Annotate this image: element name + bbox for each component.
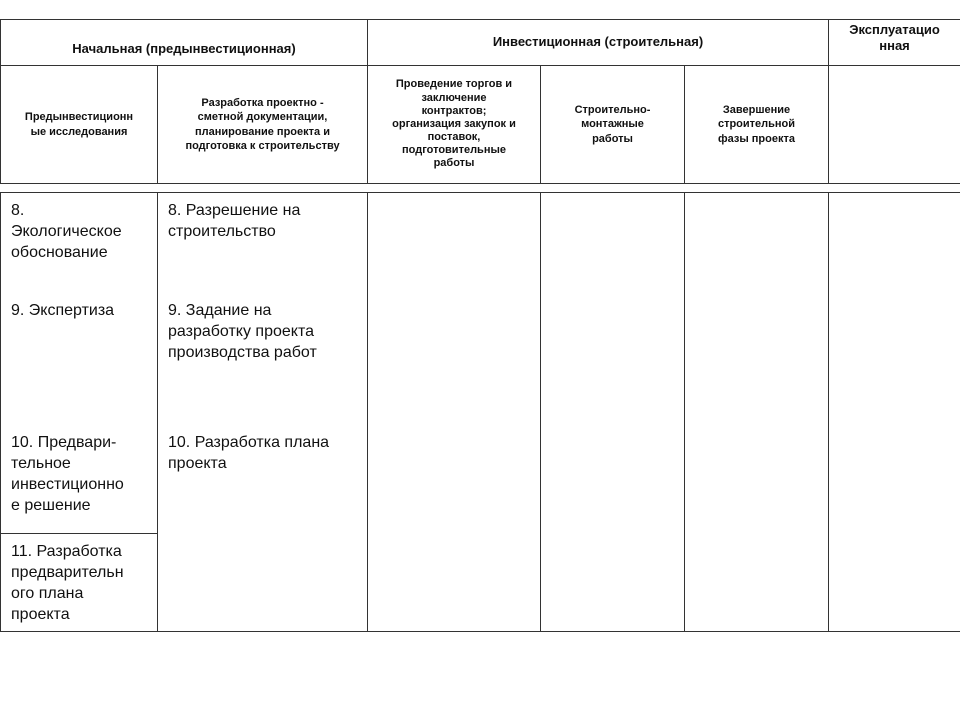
body-divider-3 bbox=[540, 192, 541, 632]
col1-item-11-line3: ого плана bbox=[11, 585, 84, 602]
col2-item-9 bbox=[168, 300, 366, 363]
col2-item-8-line1: 8. Разрешение на bbox=[168, 202, 301, 219]
stage-construction-works bbox=[541, 66, 684, 183]
body-row-divider bbox=[0, 533, 157, 534]
col2-item-9-line2: разработку проекта bbox=[168, 323, 314, 340]
col2-item-10-line2: проекта bbox=[168, 455, 227, 472]
col1-item-10-line3: инвестиционно bbox=[11, 476, 124, 493]
stage-tenders-line4: организация закупок и bbox=[392, 117, 516, 130]
col2-item-8 bbox=[168, 200, 366, 242]
body-left-border bbox=[0, 192, 1, 632]
body-divider-4 bbox=[684, 192, 685, 632]
stage-design-documentation-line4: подготовка к строительству bbox=[185, 139, 340, 152]
phase-investment-label: Инвестиционная (строительная) bbox=[492, 33, 704, 49]
col1-item-10-line4: е решение bbox=[11, 497, 91, 514]
body-bottom-border bbox=[0, 631, 960, 632]
phase-initial-header bbox=[1, 34, 367, 64]
col1-item-9-line1: 9. Экспертиза bbox=[11, 302, 115, 319]
stage-design-documentation-line2: сметной документации, bbox=[197, 111, 328, 124]
col2-item-10-line1: 10. Разработка плана bbox=[168, 434, 330, 451]
stage-pre-investment-research bbox=[1, 66, 157, 183]
col1-item-8-line1: 8. bbox=[11, 202, 25, 219]
stage-construction-line1: Строительно- bbox=[574, 104, 651, 117]
col2-item-8-line2: строительство bbox=[168, 223, 276, 240]
col1-item-8-line3: обоснование bbox=[11, 244, 108, 261]
stage-completion-line1: Завершение bbox=[722, 104, 791, 117]
phase-operation-label-line1: Эксплуатацио bbox=[849, 22, 940, 37]
col2-item-10 bbox=[168, 432, 366, 474]
body-top-border bbox=[0, 192, 960, 193]
body-divider-5 bbox=[828, 192, 829, 632]
stage-design-documentation-line3: планирование проекта и bbox=[195, 125, 330, 138]
col1-item-10 bbox=[11, 432, 156, 516]
stage-tenders-and-contracts bbox=[368, 66, 540, 183]
stage-completion-line2: строительной bbox=[717, 118, 796, 131]
stage-completion bbox=[685, 66, 828, 183]
phase-initial-label: Начальная (предынвестиционная) bbox=[72, 40, 296, 56]
body-divider-2 bbox=[367, 192, 368, 632]
stage-design-documentation-line1: Разработка проектно - bbox=[201, 96, 324, 109]
stage-operation-empty bbox=[829, 66, 960, 183]
stage-construction-line2: монтажные bbox=[581, 118, 644, 131]
stage-design-documentation bbox=[158, 66, 367, 183]
header-bottom-border bbox=[0, 183, 960, 184]
body-divider-1 bbox=[157, 192, 158, 632]
stage-tenders-line1: Проведение торгов и bbox=[395, 78, 513, 91]
stage-pre-investment-research-line2: ые исследования bbox=[30, 125, 128, 138]
col1-item-8 bbox=[11, 200, 156, 263]
stage-tenders-line7: работы bbox=[433, 157, 475, 170]
stage-construction-line3: работы bbox=[592, 132, 633, 145]
col1-item-11-line1: 11. Разработка bbox=[11, 543, 122, 560]
stage-tenders-line6: подготовительные bbox=[402, 144, 506, 157]
col2-item-9-line1: 9. Задание на bbox=[168, 302, 272, 319]
col1-item-10-line2: тельное bbox=[11, 455, 71, 472]
phase-investment-header bbox=[368, 20, 828, 64]
stage-completion-line3: фазы проекта bbox=[717, 132, 795, 145]
col1-item-11-line2: предварительн bbox=[11, 564, 124, 581]
col2-item-9-line3: производства работ bbox=[168, 344, 317, 361]
stage-pre-investment-research-line1: Предынвестиционн bbox=[24, 111, 134, 124]
stage-tenders-line5: поставок, bbox=[427, 131, 481, 144]
col1-item-9 bbox=[11, 300, 156, 321]
stage-tenders-line2: заключение bbox=[421, 91, 487, 104]
phase-operation-label-line2: нная bbox=[879, 38, 910, 54]
col1-item-11 bbox=[11, 541, 156, 625]
col1-item-10-line1: 10. Предвари- bbox=[11, 434, 117, 451]
col1-item-11-line4: проекта bbox=[11, 606, 70, 623]
col1-item-8-line2: Экологическое bbox=[11, 223, 122, 240]
phase-operation-header bbox=[829, 22, 960, 62]
stage-tenders-line3: контрактов; bbox=[421, 104, 487, 117]
